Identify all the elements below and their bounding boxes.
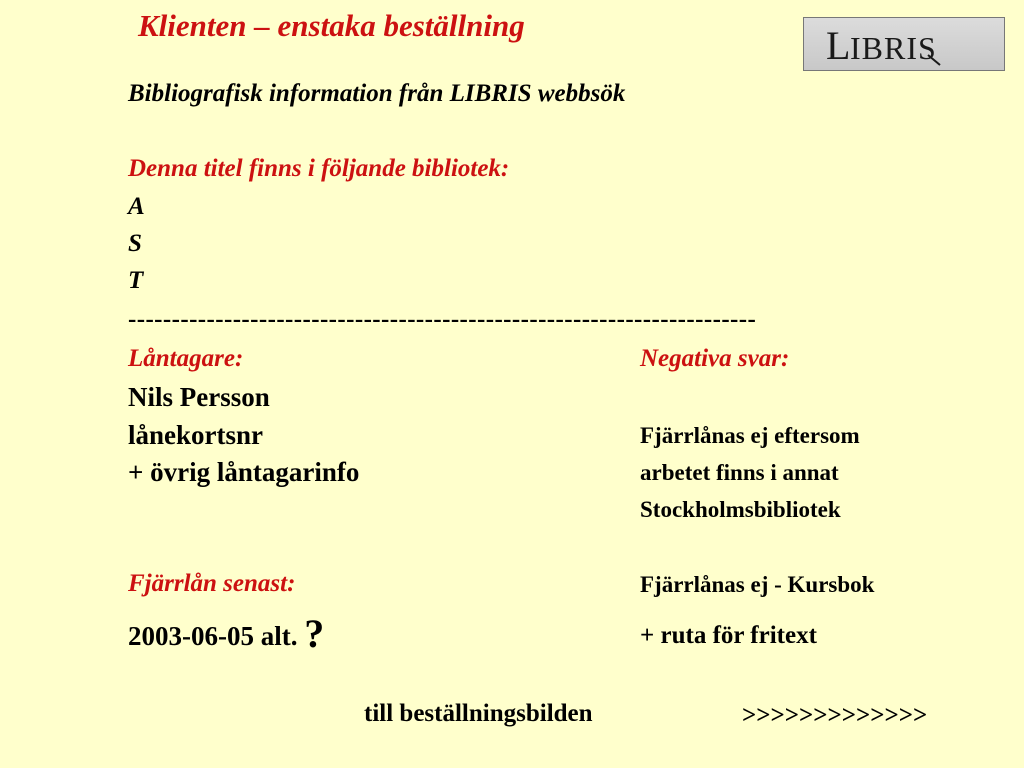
to-order-view-link[interactable]: till beställningsbilden (364, 700, 593, 727)
negative-answers-heading: Negativa svar: (640, 345, 790, 372)
negative-freetext: + ruta för fritext (640, 622, 817, 649)
borrower-name: Nils Persson (128, 382, 270, 412)
question-mark: ? (304, 611, 325, 656)
libris-logo (803, 17, 1005, 71)
library-code: A (128, 193, 145, 220)
borrower-card-number: lånekortsnr (128, 420, 263, 450)
interlibrary-date-text: 2003-06-05 alt. (128, 621, 305, 651)
negative-reason-line: arbetet finns i annat (640, 460, 839, 485)
page-subtitle: Bibliografisk information från LIBRIS webbsök (128, 80, 626, 107)
svg-text:L: L (826, 23, 851, 67)
library-code: T (128, 267, 144, 294)
libraries-heading: Denna titel finns i följande bibliotek: (128, 155, 510, 182)
borrower-extra-info: + övrig låntagarinfo (128, 457, 360, 487)
library-code: S (128, 230, 142, 257)
slide-title: Klienten – enstaka beställning (138, 8, 525, 43)
interlibrary-date (128, 610, 324, 657)
negative-course-book: Fjärrlånas ej - Kursbok (640, 572, 875, 597)
negative-reason-line: Fjärrlånas ej eftersom (640, 423, 860, 448)
interlibrary-heading: Fjärrlån senast: (128, 570, 296, 597)
svg-text:IBRIS: IBRIS (850, 30, 937, 66)
libris-logo-icon (824, 21, 984, 67)
borrower-heading: Låntagare: (128, 345, 244, 372)
next-arrow-button[interactable]: >>>>>>>>>>>>> (742, 702, 928, 729)
separator-line: ------------------------------------------------------------------------ (128, 306, 757, 333)
negative-reason-line: Stockholmsbibliotek (640, 497, 841, 522)
